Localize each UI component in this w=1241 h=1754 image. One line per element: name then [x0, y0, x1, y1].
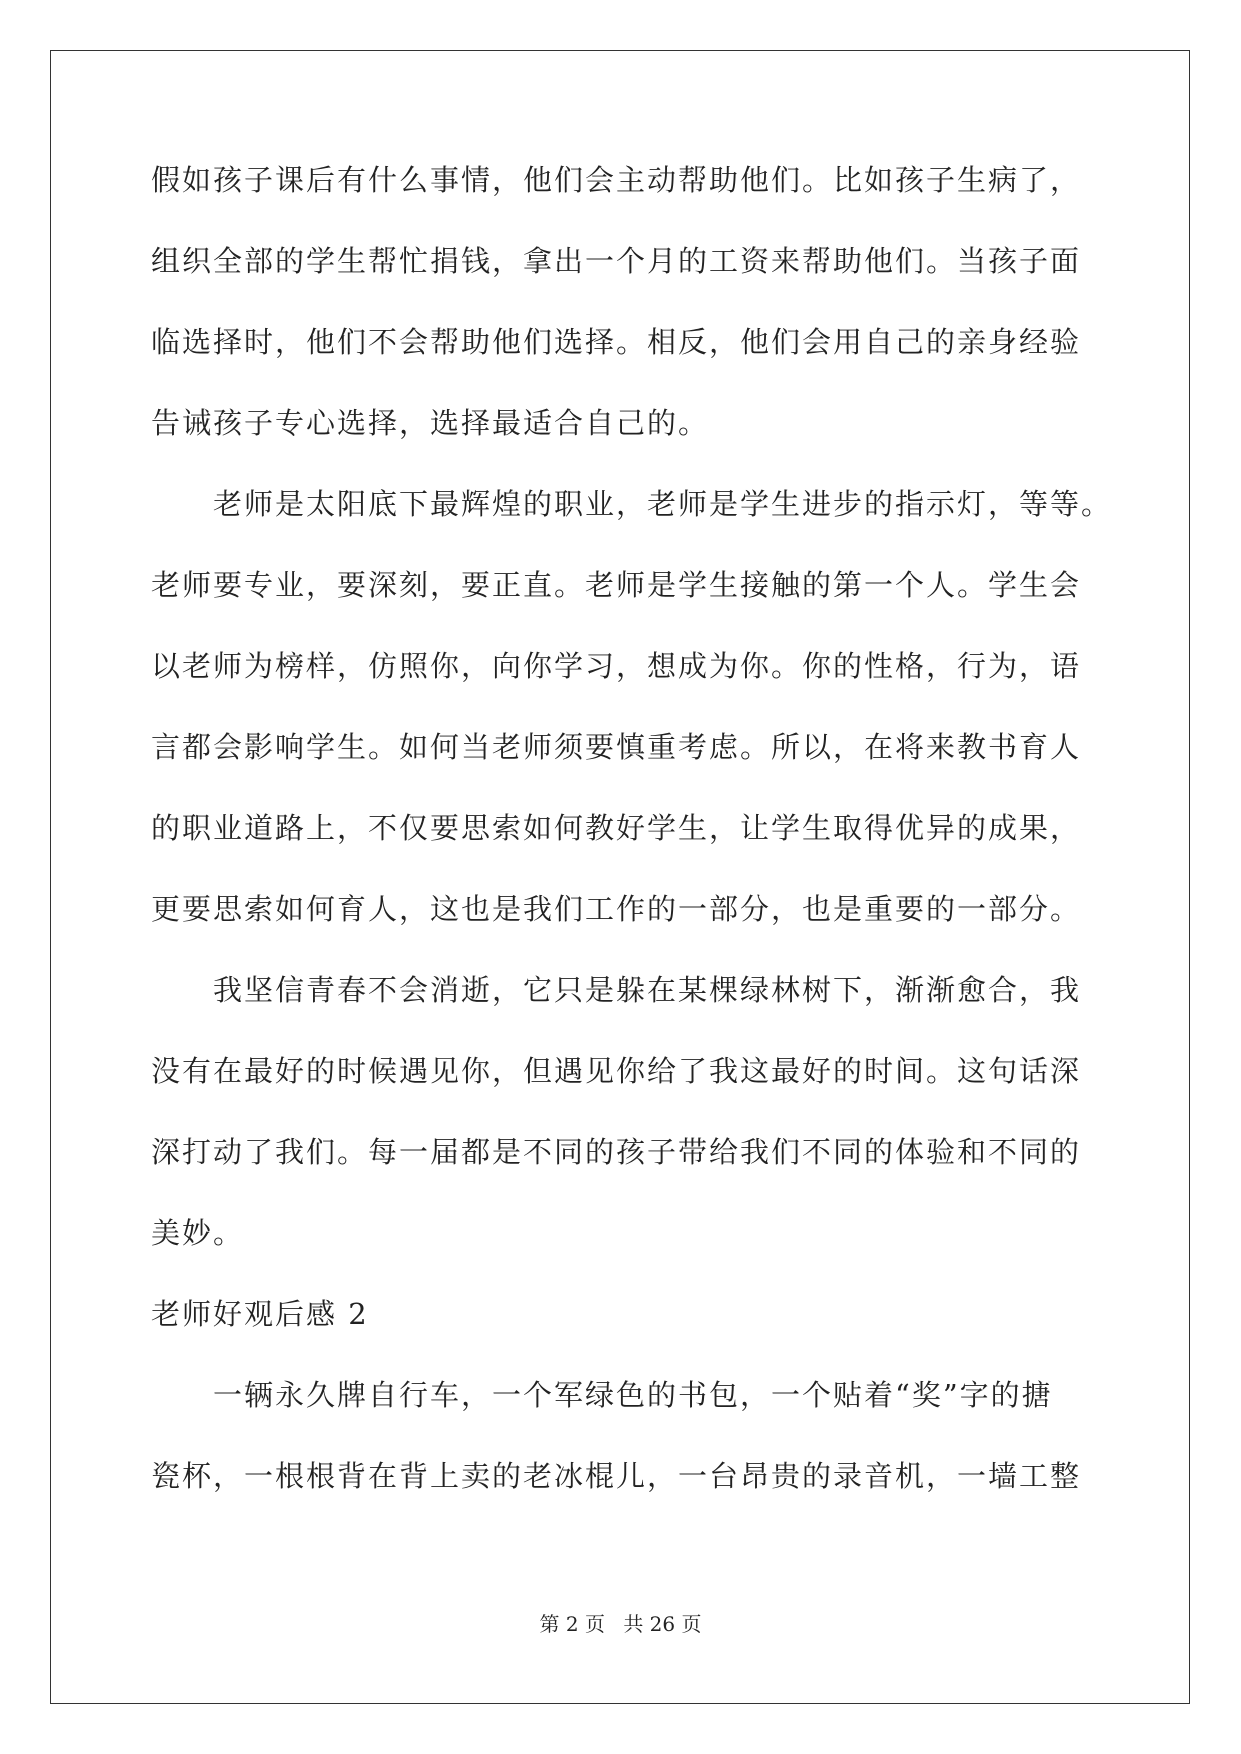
text-line: 告诫孩子专心选择，选择最适合自己的。	[151, 406, 710, 440]
text-line: 深打动了我们。每一届都是不同的孩子带给我们不同的体验和不同的	[151, 1135, 1082, 1169]
text-line: 言都会影响学生。如何当老师须要慎重考虑。所以，在将来教书育人	[151, 730, 1082, 764]
section-heading: 老师好观后感 2	[151, 1297, 369, 1331]
page-number: 第 2 页	[539, 1612, 605, 1636]
text-line: 组织全部的学生帮忙捐钱，拿出一个月的工资来帮助他们。当孩子面	[151, 244, 1082, 278]
text-line: 的职业道路上，不仅要思索如何教好学生，让学生取得优异的成果，	[151, 811, 1082, 845]
text-line: 瓷杯，一根根背在背上卖的老冰棍儿，一台昂贵的录音机，一墙工整	[151, 1459, 1082, 1493]
text-line: 老师是太阳底下最辉煌的职业，老师是学生进步的指示灯，等等。	[151, 487, 1113, 521]
page-total: 共 26 页	[623, 1612, 702, 1636]
text-line: 以老师为榜样，仿照你，向你学习，想成为你。你的性格，行为，语	[151, 649, 1082, 683]
text-line: 更要思索如何育人，这也是我们工作的一部分，也是重要的一部分。	[151, 892, 1082, 926]
text-line: 我坚信青春不会消逝，它只是躲在某棵绿林树下，渐渐愈合，我	[151, 973, 1082, 1007]
text-line: 没有在最好的时候遇见你，但遇见你给了我这最好的时间。这句话深	[151, 1054, 1082, 1088]
text-line: 美妙。	[151, 1216, 245, 1250]
text-line: 假如孩子课后有什么事情，他们会主动帮助他们。比如孩子生病了，	[151, 163, 1082, 197]
page-footer	[0, 1612, 1241, 1636]
text-line: 一辆永久牌自行车，一个军绿色的书包，一个贴着“奖”字的搪	[151, 1378, 1053, 1412]
text-line: 老师要专业，要深刻，要正直。老师是学生接触的第一个人。学生会	[151, 568, 1082, 602]
text-line: 临选择时，他们不会帮助他们选择。相反，他们会用自己的亲身经验	[151, 325, 1082, 359]
